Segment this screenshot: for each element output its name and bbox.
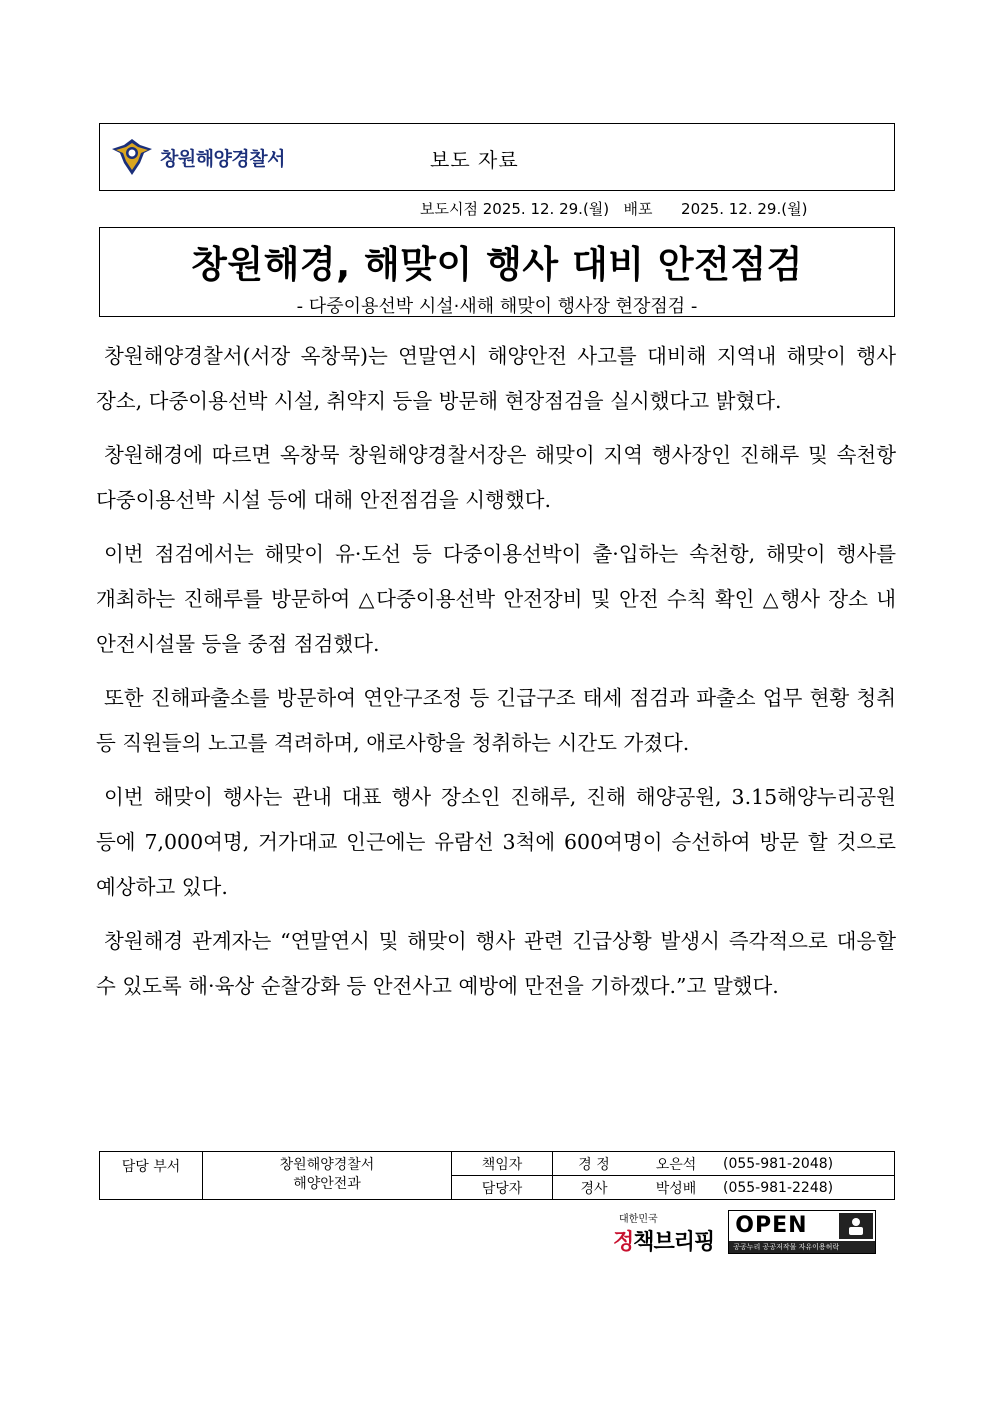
role-cell: 담당자 (452, 1176, 553, 1200)
paragraph: 창원해경에 따르면 옥창묵 창원해양경찰서장은 해맞이 지역 행사장인 진해루 및 속천항 다중이용선박 시설 등에 대해 안전점검을 시행했다. (96, 443, 896, 512)
policy-briefing-logo (613, 1210, 714, 1256)
page-title: 창원해경, 해맞이 행사 대비 안전점검 (191, 243, 803, 286)
phone-cell: (055-981-2248) (717, 1176, 895, 1200)
coast-guard-emblem-icon (110, 135, 154, 179)
distribution-date: 2025. 12. 29.(월) (681, 200, 808, 218)
rank-cell: 경 정 (553, 1152, 636, 1176)
person-icon (839, 1213, 873, 1239)
dept-name-line-1: 창원해양경찰서 (279, 1157, 375, 1173)
dept-name-line-2: 해양안전과 (293, 1176, 361, 1192)
org-name: 창원해양경찰서 (160, 147, 285, 170)
release-label: 보도시점 (420, 200, 478, 218)
distribution-label: 배포 (623, 200, 653, 218)
dept-name (203, 1152, 452, 1200)
briefing-rest: 책브리핑 (633, 1230, 715, 1255)
name-cell: 박성배 (635, 1176, 717, 1200)
dateline (420, 198, 807, 219)
paragraph: 창원해양경찰서(서장 옥창묵)는 연말연시 해양안전 사고를 대비해 지역내 해맞이 행사 장소, 다중이용선박 시설, 취약지 등을 방문해 현장점검을 실시했다고 밝혔다. (96, 344, 896, 413)
contact-table (99, 1151, 895, 1200)
open-word: OPEN (735, 1213, 808, 1238)
paragraph: 이번 점검에서는 해맞이 유·도선 등 다중이용선박이 출·입하는 속천항, 해맞이 행사를 개최하는 진해루를 방문하여 △다중이용선박 안전장비 및 안전 수칙 확인 △행사 장소 내 안전시설물 등을 중점 점검했다. (96, 542, 896, 656)
header-box (99, 123, 895, 191)
rank-cell: 경사 (553, 1176, 636, 1200)
briefing-red-char: 정 (613, 1230, 634, 1255)
paragraph: 창원해경 관계자는 “연말연시 및 해맞이 행사 관련 긴급상황 발생시 즉각적으로 대응할 수 있도록 해·육상 순찰강화 등 안전사고 예방에 만전을 기하겠다.”고 말했다. (96, 929, 896, 998)
table-row (100, 1152, 895, 1176)
open-license-badge (728, 1210, 876, 1254)
doc-type: 보도 자료 (430, 148, 519, 172)
paragraph: 이번 해맞이 행사는 관내 대표 행사 장소인 진해루, 진해 해양공원, 3.15해양누리공원 등에 7,000여명, 거가대교 인근에는 유람선 3척에 600여명이 승선하여 방문 할 것으로 예상하고 있다. (96, 785, 896, 899)
briefing-big-text (613, 1225, 714, 1256)
org-logo (110, 137, 285, 177)
footer-logos (613, 1210, 876, 1256)
dept-label: 담당 부서 (100, 1152, 203, 1200)
phone-cell: (055-981-2048) (717, 1152, 895, 1176)
name-cell: 오은석 (635, 1152, 717, 1176)
open-bottom-text: 공공누리 공공저작물 자유이용허락 (729, 1241, 875, 1253)
page-subtitle: - 다중이용선박 시설·새해 해맞이 행사장 현장점검 - (296, 296, 698, 317)
paragraph: 또한 진해파출소를 방문하여 연안구조정 등 긴급구조 태세 점검과 파출소 업무 현황 청취 등 직원들의 노고를 격려하며, 애로사항을 청취하는 시간도 가졌다. (96, 686, 896, 755)
article-body (96, 334, 896, 1018)
title-box (99, 227, 895, 317)
briefing-small-text: 대한민국 (619, 1214, 658, 1225)
role-cell: 책임자 (452, 1152, 553, 1176)
release-date: 2025. 12. 29.(월) (482, 200, 610, 218)
